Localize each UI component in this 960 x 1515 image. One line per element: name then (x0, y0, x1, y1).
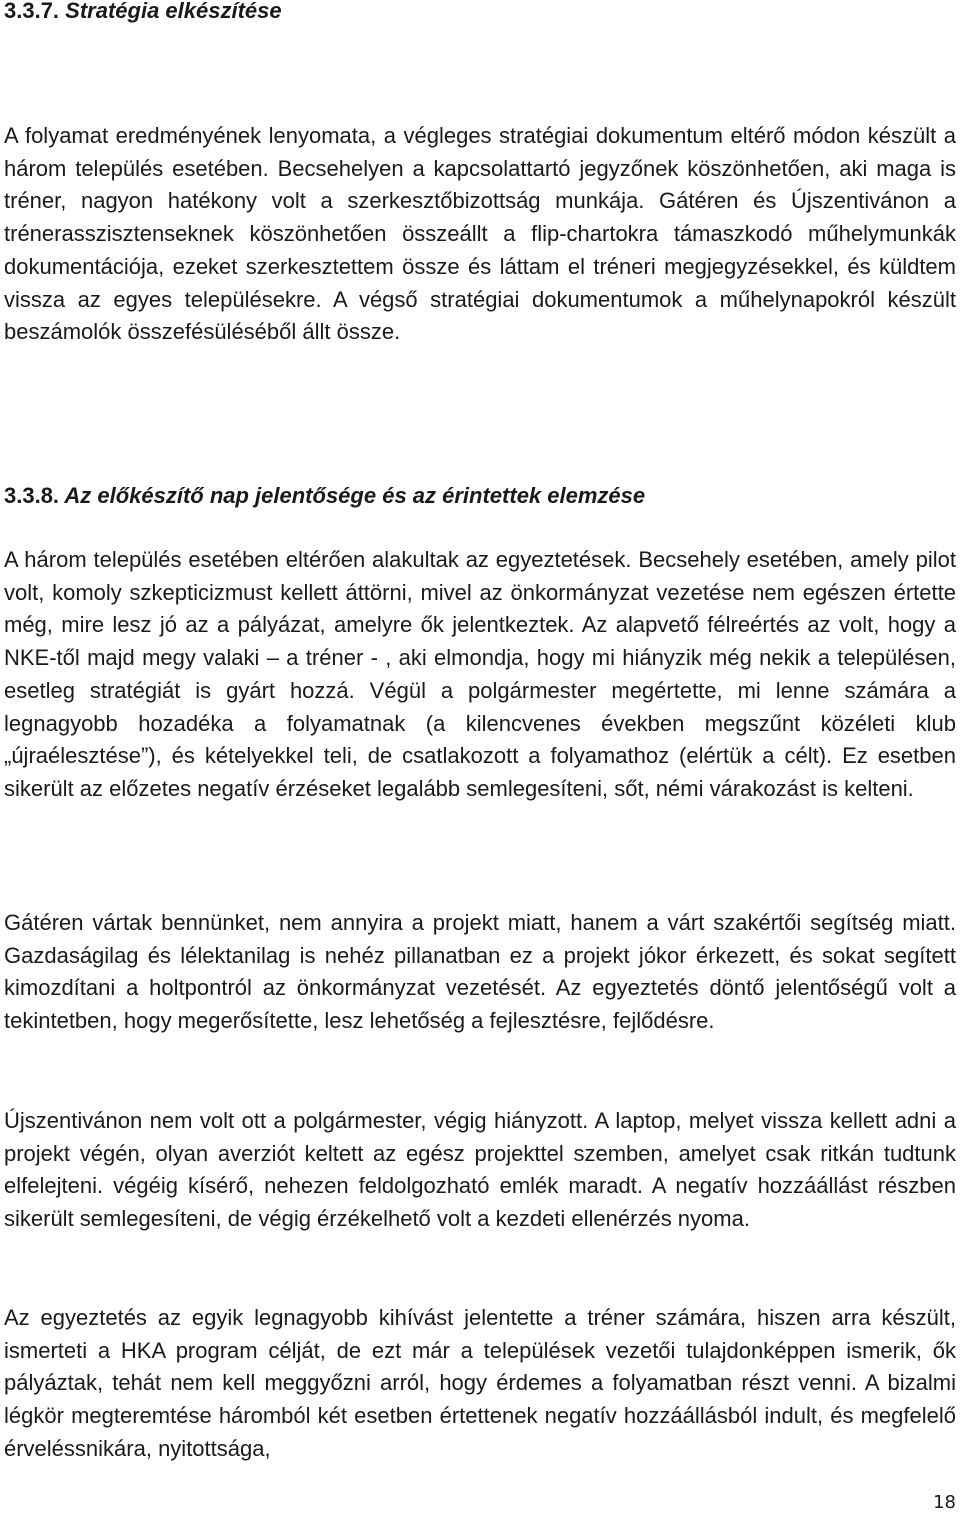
paragraph-ujszentivan: Újszentivánon nem volt ott a polgármester, végig hiányzott. A laptop, melyet vissza kellett adni a projekt végén, olyan averziót keltett az egész projekttel szemben, amelyet csak ritkán tudtunk elfelejteni. végéig kísérő, nehezen feldolgozható emlék maradt. A negatív hozzáállást részben sikerült semlegesíteni, de végig érzékelhető volt a kezdeti ellenérzés nyoma. (4, 1108, 956, 1232)
paragraph-becsehely: A három település esetében eltérően alakultak az egyeztetések. Becsehely esetében, amely pilot volt, komoly szkepticizmust kellett áttörni, mivel az önkormányzat vezetése nem egészen értette még, mire lesz jó az a pályázat, amelyre ők jelentkeztek. Az alapvető félreértés az volt, hogy a NKE-től majd megy valaki – a tréner - , aki elmondja, hogy mi hiányzik még nekik a településen, esetleg stratégiát is gyárt hozzá. Végül a polgármester megértette, mi lenne számára a legnagyobb hozadéka a folyamatnak (a kilencvenes években megszűnt közéleti klub „újraélesztése”), és kételyekkel teli, de csatlakozott a folyamathoz (elértük a célt). Ez esetben sikerült az előzetes negatív érzéseket legalább semlegesíteni, sőt, némi várakozást is kelteni. (4, 547, 956, 801)
page-number: 18 (933, 1492, 956, 1513)
section-title: Stratégia elkészítése (65, 0, 282, 23)
section-heading-3-3-7 (4, 0, 282, 22)
section-number: 3.3.7. (4, 0, 60, 23)
section-number: 3.3.8. (4, 483, 60, 508)
paragraph-egyeztetes: Az egyeztetés az egyik legnagyobb kihívást jelentette a tréner számára, hiszen arra készült, ismerteti a HKA program célját, de ezt már a települések vezetői tulajdonképpen ismerik, ők pályáztak, tehát nem kell meggyőzni arról, hogy érdemes a folyamatban részt venni. A bizalmi légkör megteremtése háromból két esetben értettenek negatív hozzáállásból indult, és megfelelő érveléssnikára, nyitottsága, (4, 1305, 956, 1461)
paragraph-gater: Gátéren vártak bennünket, nem annyira a projekt miatt, hanem a várt szakértői segítség miatt. Gazdaságilag és lélektanilag is nehéz pillanatban ez a projekt jókor érkezett, és sokat segített kimozdítani a holtpontról az önkormányzat vezetését. Az egyeztetés döntő jelentőségű volt a tekintetben, hogy megerősítette, lesz lehetőség a fejlesztésre, fejlődésre. (4, 910, 956, 1034)
section-title: Az előkészítő nap jelentősége és az érintettek elemzése (64, 483, 646, 508)
paragraph-strategy: A folyamat eredményének lenyomata, a végleges stratégiai dokumentum eltérő módon készült a három település esetében. Becsehelyen a kapcsolattartó jegyzőnek köszönhetően, aki maga is tréner, nagyon hatékony volt a szerkesztőbizottság munkája. Gátéren és Újszentivánon a trénerasszisztenseknek köszönhetően összeállt a flip-chartokra támaszkodó műhelymunkák dokumentációja, ezeket szerkesztettem össze és láttam el tréneri megjegyzésekkel, és küldtem vissza az egyes településekre. A végső stratégiai dokumentumok a műhelynapokról készült beszámolók összefésüléséből állt össze. (4, 123, 956, 345)
section-heading-3-3-8 (4, 485, 645, 507)
